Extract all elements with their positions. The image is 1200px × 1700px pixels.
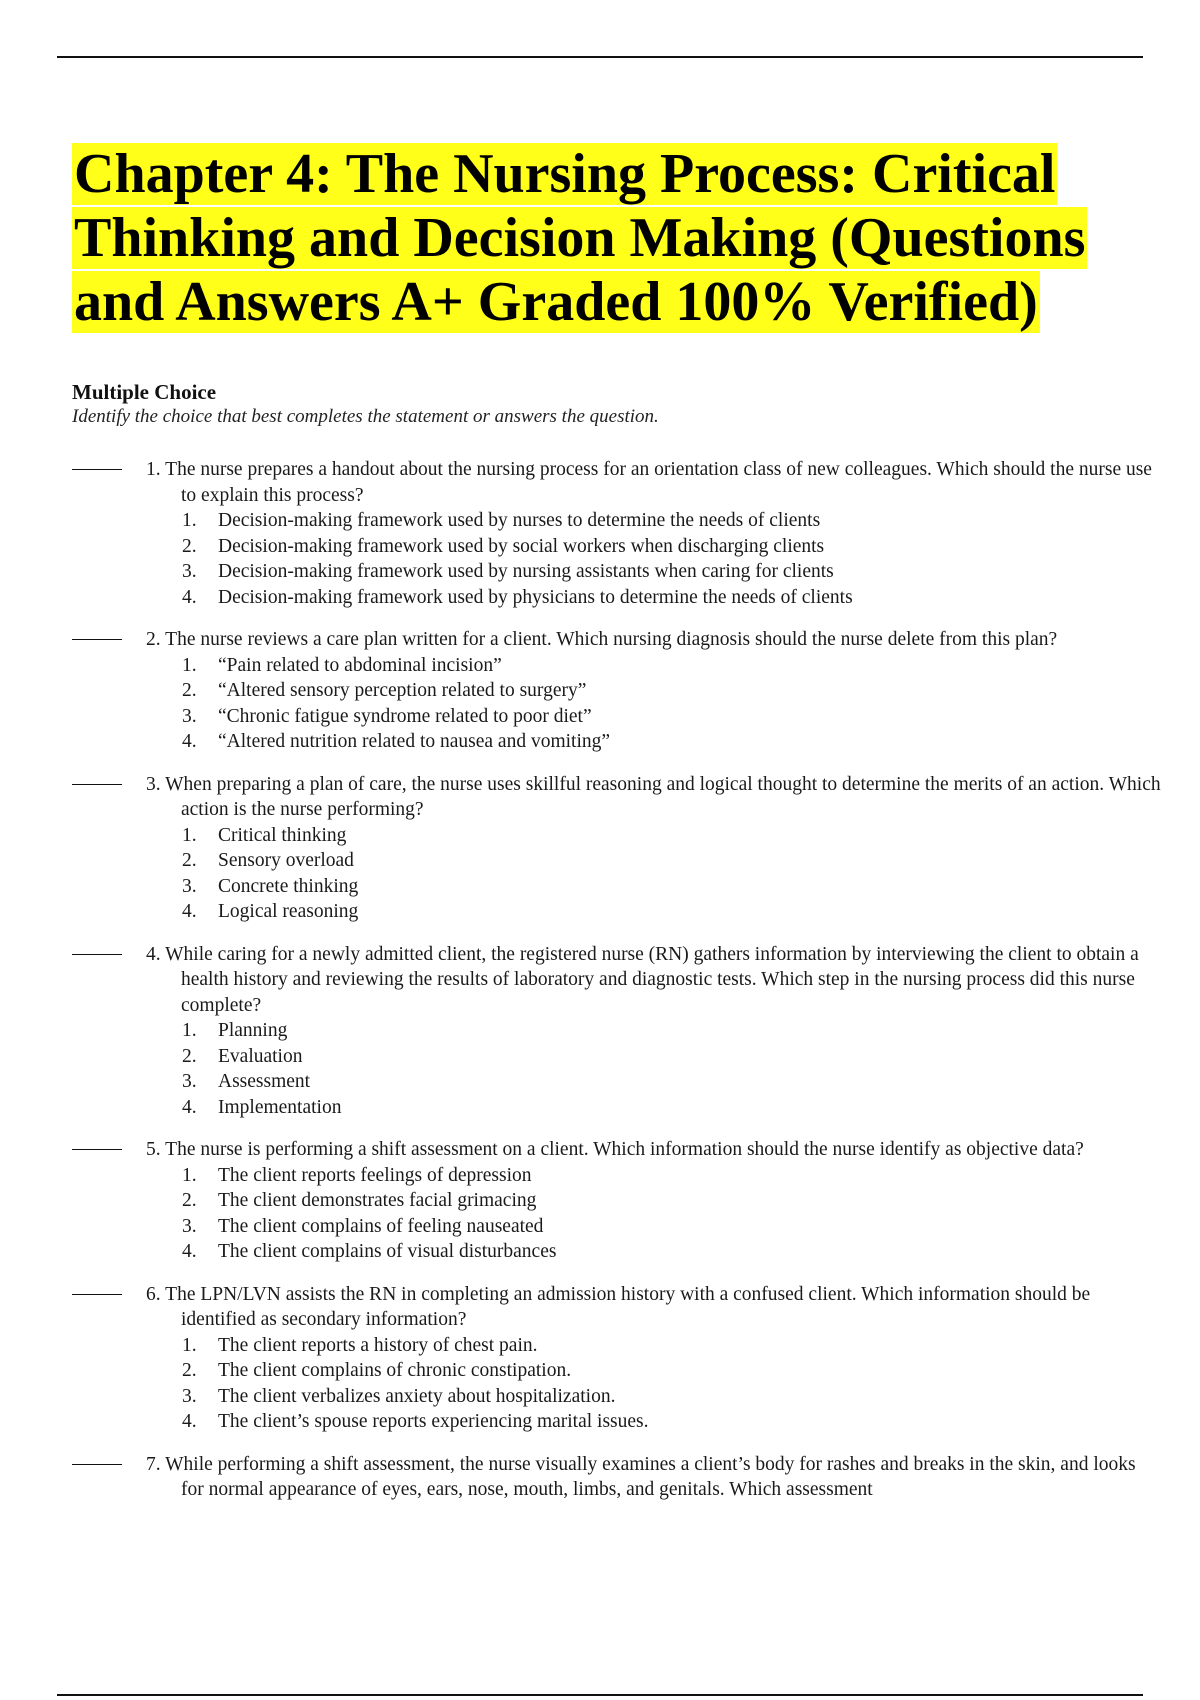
answer-blank[interactable] [72,639,122,640]
answer-option [182,1069,1162,1095]
question-item [72,942,1162,1121]
answer-blank[interactable] [72,1464,122,1465]
answer-option [182,874,1162,900]
option-number: 4. [182,586,197,608]
question-item [72,1452,1162,1503]
top-rule [57,56,1143,58]
answer-option [182,704,1162,730]
option-number: 2. [182,535,197,557]
option-text: Assessment [218,1071,311,1092]
question-item [72,1137,1162,1265]
question-text: The LPN/LVN assists the RN in completing an admission history with a confused client. Which information should be identified as secondary information? [165,1283,1091,1330]
answer-options [182,653,1162,755]
option-text: The client reports feelings of depression [218,1164,532,1186]
option-number: 2. [182,680,197,701]
question-text: While performing a shift assessment, the nurse visually examines a client’s body for rashes and breaks in the skin, and looks for normal appearance of eyes, ears, nose, mouth, limbs, and genitals. Which assessment [165,1453,1136,1500]
question-number: 6. [146,1283,161,1305]
option-text: The client complains of chronic constipation. [218,1360,572,1381]
option-text: The client verbalizes anxiety about hospitalization. [218,1385,616,1407]
title-highlight: Chapter 4: The Nursing Process: Critical Thinking and Decision Making (Questions and Answers A+ Graded 100% Verified) [74,143,1086,333]
answer-option [182,678,1162,704]
question-number: 7. [146,1453,161,1475]
question-stem [146,627,1162,653]
option-number: 2. [182,1045,197,1067]
question-number: 4. [146,943,161,965]
question-stem [146,772,1162,823]
answer-option [182,653,1162,679]
option-number: 4. [182,731,197,752]
option-text: “Chronic fatigue syndrome related to poor diet” [218,705,592,727]
question-stem [146,1282,1162,1333]
answer-options [182,1333,1162,1435]
option-text: Critical thinking [218,824,347,846]
answer-option [182,1358,1162,1384]
option-text: The client complains of visual disturbances [218,1241,557,1262]
option-text: The client reports a history of chest pain. [218,1334,538,1356]
option-number: 1. [182,1020,197,1041]
question-text: The nurse prepares a handout about the nursing process for an orientation class of new colleagues. Which should the nurse use to explain this process? [165,459,1152,506]
option-text: Decision-making framework used by physicians to determine the needs of clients [218,586,853,608]
option-number: 2. [182,850,197,871]
question-number: 3. [146,773,161,795]
option-text: Decision-making framework used by social workers when discharging clients [218,535,825,557]
question-item [72,627,1162,755]
answer-option [182,1095,1162,1121]
question-item [72,457,1162,610]
option-text: Logical reasoning [218,901,359,922]
answer-option [182,1239,1162,1265]
option-text: The client complains of feeling nauseated [218,1215,544,1237]
question-stem [146,1452,1162,1503]
option-text: “Pain related to abdominal incision” [218,654,502,676]
option-text: Concrete thinking [218,875,359,897]
question-list [72,457,1162,1520]
answer-options [182,1163,1162,1265]
answer-option [182,1044,1162,1070]
option-number: 3. [182,561,197,582]
question-text: The nurse is performing a shift assessment on a client. Which information should the nurse identify as objective data? [165,1139,1084,1160]
answer-option [182,1018,1162,1044]
option-number: 3. [182,1215,197,1237]
option-number: 3. [182,705,197,727]
option-text: Implementation [218,1096,342,1118]
question-number: 5. [146,1139,161,1160]
option-number: 3. [182,1071,197,1092]
answer-option [182,1188,1162,1214]
option-text: Planning [218,1020,288,1041]
question-stem [146,942,1162,1019]
option-number: 1. [182,510,197,531]
page-title [72,142,1142,334]
answer-option [182,899,1162,925]
question-item [72,772,1162,925]
answer-option [182,1384,1162,1410]
option-number: 4. [182,1096,197,1118]
answer-option [182,1214,1162,1240]
answer-blank[interactable] [72,784,122,785]
answer-blank[interactable] [72,469,122,470]
option-text: Decision-making framework used by nurses to determine the needs of clients [218,510,821,531]
answer-options [182,1018,1162,1120]
question-text: When preparing a plan of care, the nurse uses skillful reasoning and logical thought to determine the merits of an action. Which action is the nurse performing? [165,773,1161,820]
option-text: “Altered nutrition related to nausea and vomiting” [218,731,611,752]
answer-option [182,823,1162,849]
option-text: Decision-making framework used by nursing assistants when caring for clients [218,561,834,582]
answer-blank[interactable] [72,1149,122,1150]
answer-option [182,534,1162,560]
option-number: 4. [182,1411,197,1432]
option-text: The client demonstrates facial grimacing [218,1190,537,1211]
answer-blank[interactable] [72,1294,122,1295]
answer-blank[interactable] [72,954,122,955]
question-number: 1. [146,459,161,480]
option-number: 1. [182,824,197,846]
option-text: “Altered sensory perception related to surgery” [218,680,587,701]
answer-options [182,508,1162,610]
section-heading: Multiple Choice [72,380,217,404]
answer-options [182,823,1162,925]
option-number: 4. [182,1241,197,1262]
option-text: Evaluation [218,1045,303,1067]
answer-option [182,848,1162,874]
question-text: While caring for a newly admitted client, the registered nurse (RN) gathers information by interviewing the client to obtain a health history and reviewing the results of laboratory and diagnostic tests. Which step in the nursing process did this nurse complete? [165,943,1139,1016]
answer-option [182,508,1162,534]
option-number: 3. [182,875,197,897]
answer-option [182,729,1162,755]
question-text: The nurse reviews a care plan written for a client. Which nursing diagnosis should the nurse delete from this plan? [165,629,1058,650]
option-text: The client’s spouse reports experiencing marital issues. [218,1411,649,1432]
question-item [72,1282,1162,1435]
answer-option [182,559,1162,585]
option-number: 4. [182,901,197,922]
question-stem [146,1137,1162,1163]
answer-option [182,1409,1162,1435]
question-stem [146,457,1162,508]
answer-option [182,1163,1162,1189]
question-number: 2. [146,629,161,650]
option-number: 1. [182,654,197,676]
bottom-rule [57,1694,1143,1696]
option-number: 2. [182,1360,197,1381]
answer-option [182,585,1162,611]
option-number: 3. [182,1385,197,1407]
option-number: 1. [182,1164,197,1186]
answer-option [182,1333,1162,1359]
option-number: 2. [182,1190,197,1211]
option-number: 1. [182,1334,197,1356]
option-text: Sensory overload [218,850,354,871]
section-instructions: Identify the choice that best completes the statement or answers the question. [72,406,659,427]
